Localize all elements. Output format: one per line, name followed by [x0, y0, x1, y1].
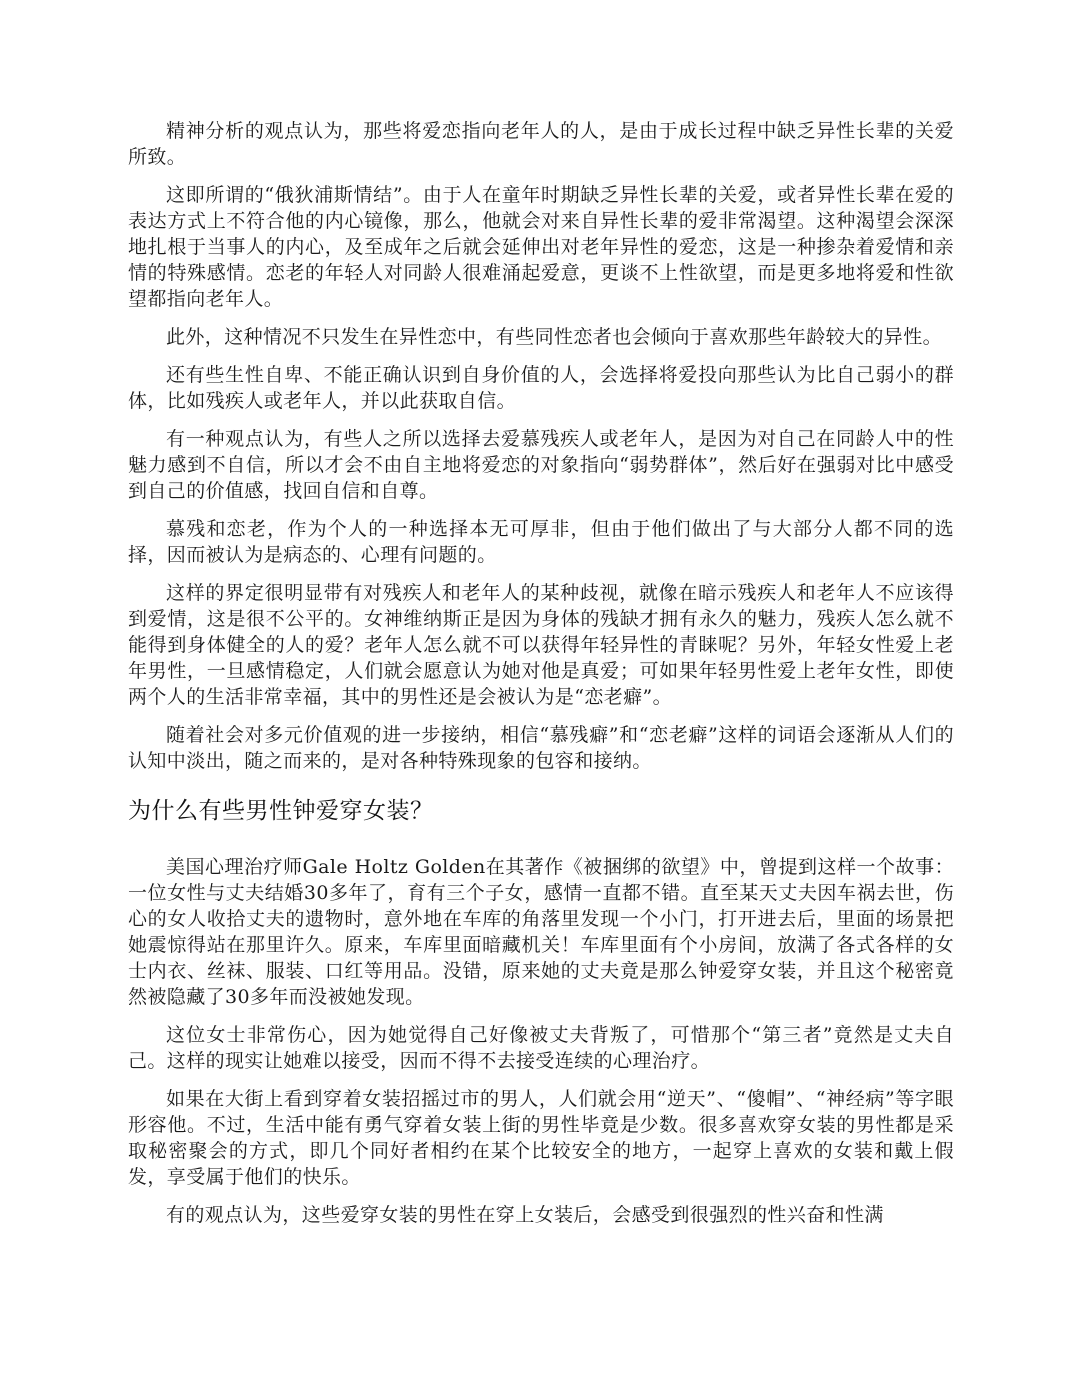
paragraph: 如果在大街上看到穿着女装招摇过市的男人，人们就会用“逆天”、“傻帽”、“神经病”等字眼形容他。不过，生活中能有勇气穿着女装上街的男性毕竟是少数。很多喜欢穿女装的男性都是采取秘密聚会的方式，即几个同好者相约在某个比较安全的地方，一起穿上喜欢的女装和戴上假发，享受属于他们的快乐。 — [128, 1088, 954, 1188]
paragraph: 还有些生性自卑、不能正确认识到自身价值的人，会选择将爱投向那些认为比自己弱小的群体，比如残疾人或老年人，并以此获取自信。 — [128, 364, 954, 412]
paragraph: 精神分析的观点认为，那些将爱恋指向老年人的人，是由于成长过程中缺乏异性长辈的关爱所致。 — [128, 120, 954, 168]
document-page — [128, 118, 954, 1240]
paragraph: 有一种观点认为，有些人之所以选择去爱慕残疾人或老年人，是因为对自己在同龄人中的性魅力感到不自信，所以才会不由自主地将爱恋的对象指向“弱势群体”，然后好在强弱对比中感受到自己的价值感，找回自信和自尊。 — [128, 428, 954, 502]
paragraph: 这即所谓的“俄狄浦斯情结”。由于人在童年时期缺乏异性长辈的关爱，或者异性长辈在爱的表达方式上不符合他的内心镜像，那么，他就会对来自异性长辈的爱非常渴望。这种渴望会深深地扎根于当事人的内心，及至成年之后就会延伸出对老年异性的爱恋，这是一种掺杂着爱情和亲情的特殊感情。恋老的年轻人对同龄人很难涌起爱意，更谈不上性欲望，而是更多地将爱和性欲望都指向老年人。 — [128, 184, 954, 310]
section-heading: 为什么有些男性钟爱穿女装？ — [128, 798, 434, 824]
paragraph: 美国心理治疗师Gale Holtz Golden在其著作《被捆绑的欲望》中，曾提到这样一个故事：一位女性与丈夫结婚30多年了，育有三个子女，感情一直都不错。直至某天丈夫因车祸去世，伤心的女人收拾丈夫的遗物时，意外地在车库的角落里发现一个小门，打开进去后，里面的场景把她震惊得站在那里许久。原来，车库里面暗藏机关！车库里面有个小房间，放满了各式各样的女士内衣、丝袜、服装、口红等用品。没错，原来她的丈夫竟是那么钟爱穿女装，并且这个秘密竟然被隐藏了30多年而没被她发现。 — [128, 856, 954, 1008]
paragraph: 这样的界定很明显带有对残疾人和老年人的某种歧视，就像在暗示残疾人和老年人不应该得到爱情，这是很不公平的。女神维纳斯正是因为身体的残缺才拥有永久的魅力，残疾人怎么就不能得到身体健全的人的爱？老年人怎么就不可以获得年轻异性的青睐呢？另外，年轻女性爱上老年男性，一旦感情稳定，人们就会愿意认为她对他是真爱；可如果年轻男性爱上老年女性，即使两个人的生活非常幸福，其中的男性还是会被认为是“恋老癖”。 — [128, 582, 954, 708]
paragraph: 慕残和恋老，作为个人的一种选择本无可厚非，但由于他们做出了与大部分人都不同的选择，因而被认为是病态的、心理有问题的。 — [128, 518, 954, 566]
paragraph: 此外，这种情况不只发生在异性恋中，有些同性恋者也会倾向于喜欢那些年龄较大的异性。 — [166, 326, 943, 348]
paragraph: 随着社会对多元价值观的进一步接纳，相信“慕残癖”和“恋老癖”这样的词语会逐渐从人们的认知中淡出，随之而来的，是对各种特殊现象的包容和接纳。 — [128, 724, 954, 772]
paragraph: 这位女士非常伤心，因为她觉得自己好像被丈夫背叛了，可惜那个“第三者”竟然是丈夫自己。这样的现实让她难以接受，因而不得不去接受连续的心理治疗。 — [128, 1024, 954, 1072]
paragraph: 有的观点认为，这些爱穿女装的男性在穿上女装后，会感受到很强烈的性兴奋和性满 — [166, 1204, 884, 1226]
